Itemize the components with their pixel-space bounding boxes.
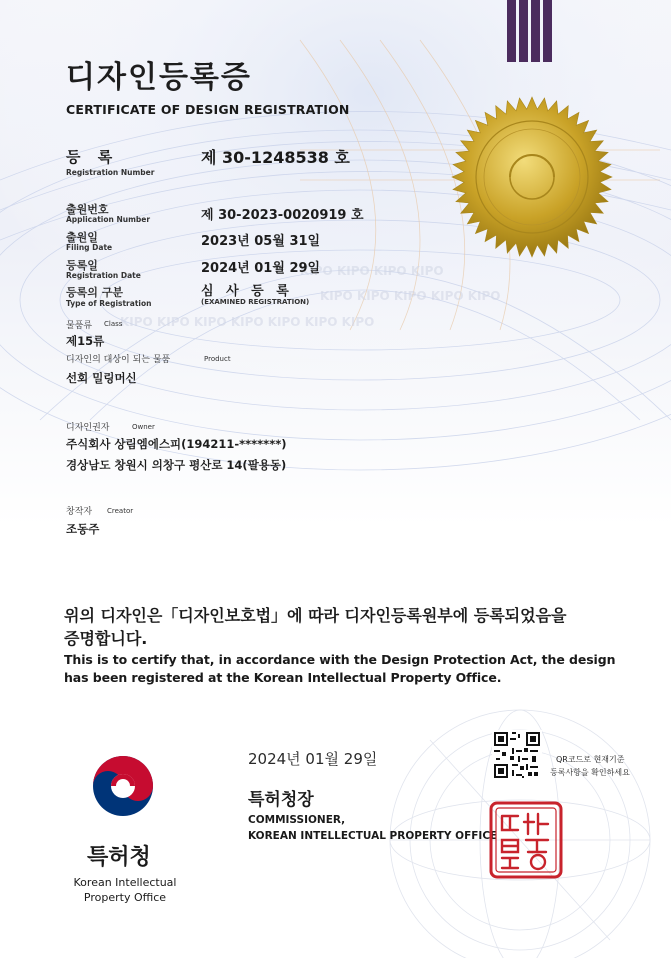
official-red-seal-icon: [488, 800, 564, 880]
ribbon-stripe: [507, 0, 516, 62]
reg-date-label: 등록일: [66, 259, 98, 272]
class-label: 물품류: [66, 321, 93, 331]
class-value: 제15류: [66, 334, 105, 348]
class-label-en: Class: [104, 320, 123, 328]
reg-date-label-en: Registration Date: [66, 271, 141, 280]
application-label-en: Application Number: [66, 215, 151, 224]
issue-date: 2024년 01월 29일: [248, 750, 378, 768]
qr-code[interactable]: [492, 730, 542, 780]
office-name-ko: 특허청: [87, 845, 151, 870]
qr-note-1: QR코드로 현재기준: [556, 755, 625, 764]
issuer-ko: 특허청장: [248, 790, 314, 810]
owner-name: 주식회사 상림엠에스피(194211-*******): [66, 437, 287, 451]
product-label: 디자인의 대상이 되는 물품: [66, 355, 171, 365]
svg-text:KIPO KIPO KIPO KIPO KIPO: KIPO KIPO KIPO KIPO KIPO: [320, 289, 501, 303]
issuer-en-2: KOREAN INTELLECTUAL PROPERTY OFFICE: [248, 830, 498, 842]
certification-ko-line2: 증명합니다.: [64, 629, 148, 648]
filing-date: 2023년 05월 31일: [201, 234, 321, 249]
certificate-title-en: CERTIFICATE OF DESIGN REGISTRATION: [66, 102, 350, 117]
issuer-en-1: COMMISSIONER,: [248, 814, 346, 826]
reg-type-label-en: Type of Registration: [66, 299, 152, 308]
owner-label: 디자인권자: [66, 423, 110, 433]
application-number: 제 30-2023-0020919 호: [201, 208, 364, 223]
certification-ko-line1: 위의 디자인은「디자인보호법」에 따라 디자인등록원부에 등록되었음을: [64, 606, 567, 625]
filing-label: 출원일: [66, 231, 98, 244]
application-label: 출원번호: [66, 203, 109, 216]
creator-label: 창작자: [66, 507, 93, 517]
certification-en-line2: has been registered at the Korean Intellectual Property Office.: [64, 670, 502, 685]
svg-text:KIPO KIPO KIPO KIPO KIPO: KIPO KIPO KIPO KIPO KIPO KIPO KIPO: [120, 315, 375, 329]
office-name-en-1: Korean Intellectual: [73, 876, 177, 889]
svg-text:KIPO KIPO KIPO KIPO: KIPO KIPO KIPO KIPO: [300, 264, 444, 278]
office-name-en-2: Property Office: [83, 891, 167, 904]
reg-type-label: 등록의 구분: [66, 286, 123, 299]
owner-address: 경상남도 창원시 의창구 평산로 14(팔용동): [66, 458, 287, 472]
registration-number: 제 30-1248538 호: [201, 148, 350, 167]
filing-label-en: Filing Date: [66, 243, 113, 252]
registration-label-en: Registration Number: [66, 168, 155, 177]
ribbon-stripe: [519, 0, 528, 62]
ribbon-stripe: [531, 0, 540, 62]
ribbon-stripe: [543, 0, 552, 62]
creator-name: 조동주: [66, 522, 100, 536]
creator-label-en: Creator: [107, 507, 134, 515]
certificate-title: 디자인등록증: [66, 60, 252, 95]
registration-date: 2024년 01월 29일: [201, 261, 321, 276]
reg-type-value: 심 사 등 록: [201, 284, 293, 299]
registration-label: 등 록: [66, 148, 119, 166]
kipo-taegeuk-logo-icon: [84, 747, 162, 825]
product-label-en: Product: [204, 355, 231, 363]
product-value: 선회 밀링머신: [66, 371, 137, 385]
certification-en-line1: This is to certify that, in accordance with the Design Protection Act, the design: [64, 652, 616, 667]
gold-seal-icon: [448, 93, 616, 261]
reg-type-value-en: (EXAMINED REGISTRATION): [201, 298, 310, 306]
owner-label-en: Owner: [132, 423, 155, 431]
qr-note-2: 등록사항을 확인하세요: [550, 768, 630, 777]
